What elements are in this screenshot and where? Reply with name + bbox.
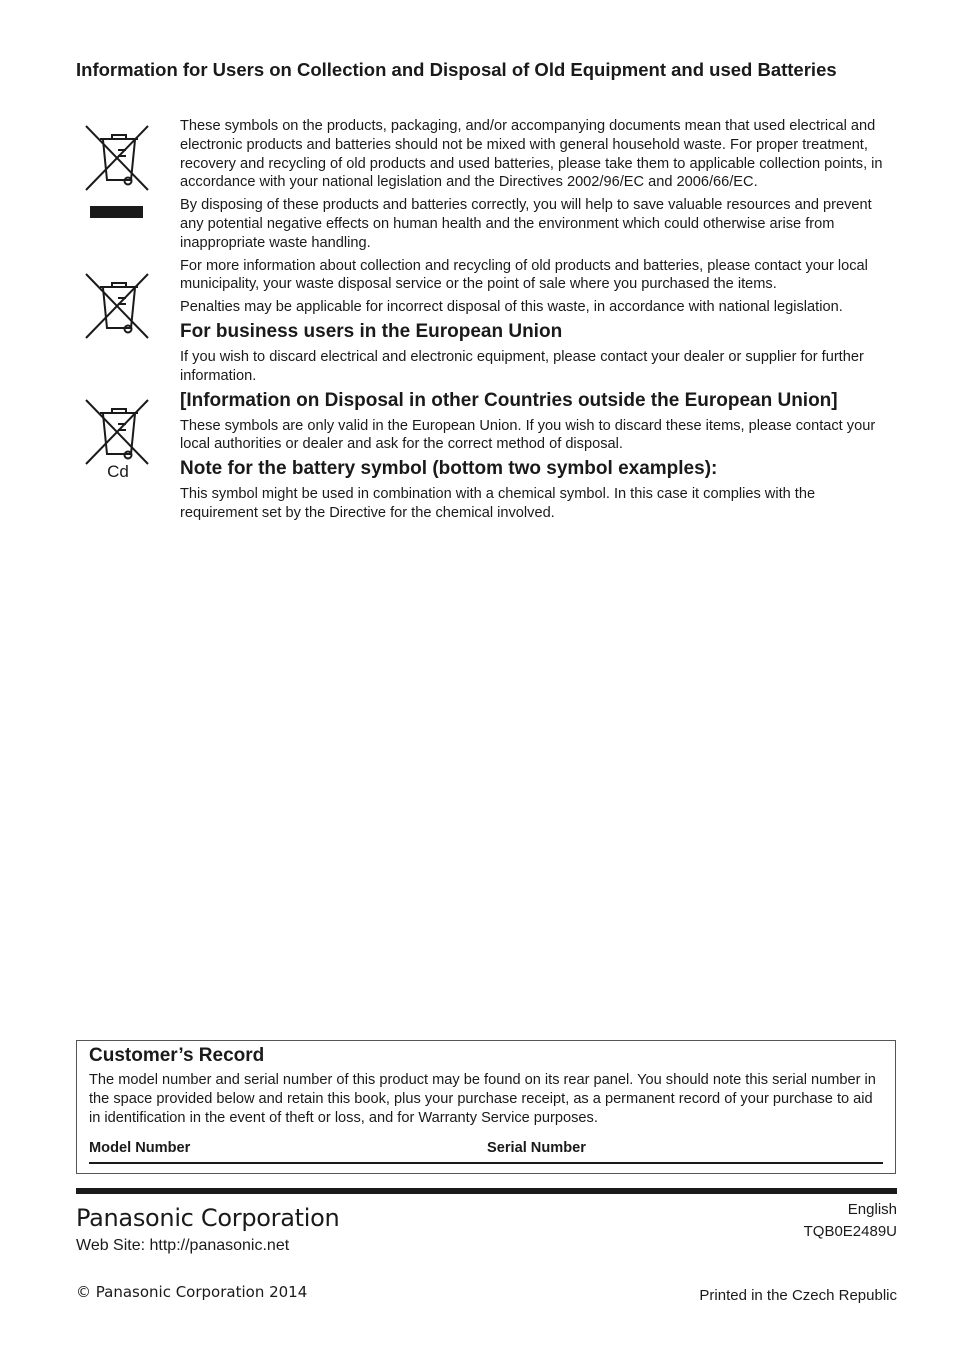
paragraph: For more information about collection and recycling of old products and batteries, please contact your local municipality, your waste disposal service or the point of sale where you purchased the items. <box>180 257 868 293</box>
customer-record-box <box>76 1040 896 1174</box>
crossed-out-wheelie-bin-icon <box>82 122 154 222</box>
crossed-out-wheelie-bin-icon <box>82 270 154 342</box>
paragraph: These symbols on the products, packaging, and/or accompanying documents mean that used electrical and electronic products and batteries should not be mixed with general household waste. For proper treatment, recovery and recycling of old products and used batteries, please take them to applicable collection points, in accordance with your national legislation and the Directives 2002/96/EC and 2006/66/EC. <box>180 118 883 191</box>
copyright-text: © Panasonic Corporation 2014 <box>76 1283 308 1301</box>
printed-location: Printed in the Czech Republic <box>699 1287 897 1304</box>
paragraph: This symbol might be used in combination with a chemical symbol. In this case it complies with the requirement set by the Directive for the chemical involved. <box>180 486 816 521</box>
document-code: TQB0E2489U <box>803 1223 897 1240</box>
section-heading: [Information on Disposal in other Countries outside the European Union] <box>180 389 838 411</box>
record-fields <box>89 1140 883 1164</box>
model-number-label: Model Number <box>89 1140 191 1156</box>
section-heading: Note for the battery symbol (bottom two symbol examples): <box>180 458 718 480</box>
chemical-symbol-label: Cd <box>107 462 129 481</box>
section-heading: For business users in the European Union <box>180 320 563 342</box>
footer-divider <box>76 1188 897 1194</box>
language-label: English <box>847 1201 897 1218</box>
website-text: Web Site: http://panasonic.net <box>76 1237 290 1254</box>
paragraph: Penalties may be applicable for incorrect disposal of this waste, in accordance with national legislation. <box>180 299 843 316</box>
customer-record-title: Customer’s Record <box>89 1045 265 1066</box>
disposal-info-body <box>180 117 892 527</box>
crossed-out-wheelie-bin-icon <box>82 396 154 481</box>
customer-record-text: The model number and serial number of this product may be found on its rear panel. You should note this serial number in the space provided below and retain this book, plus your purchase receipt, as a permanent record of your purchase to aid in identification in the event of theft or loss, and for Warranty Service purposes. <box>89 1072 876 1126</box>
paragraph: If you wish to discard electrical and electronic equipment, please contact your dealer or supplier for further information. <box>180 348 864 384</box>
serial-number-label: Serial Number <box>487 1140 586 1156</box>
paragraph: By disposing of these products and batteries correctly, you will help to save valuable resources and prevent any potential negative effects on human health and the environment which could otherwise arise from inappropriate waste handling. <box>180 197 872 251</box>
brand-logo: Panasonic Corporation <box>76 1204 340 1232</box>
paragraph: These symbols are only valid in the European Union. If you wish to discard these items, please contact your local authorities or dealer and ask for the correct method of disposal. <box>180 417 876 453</box>
page-title: Information for Users on Collection and Disposal of Old Equipment and used Batteries <box>76 59 837 80</box>
